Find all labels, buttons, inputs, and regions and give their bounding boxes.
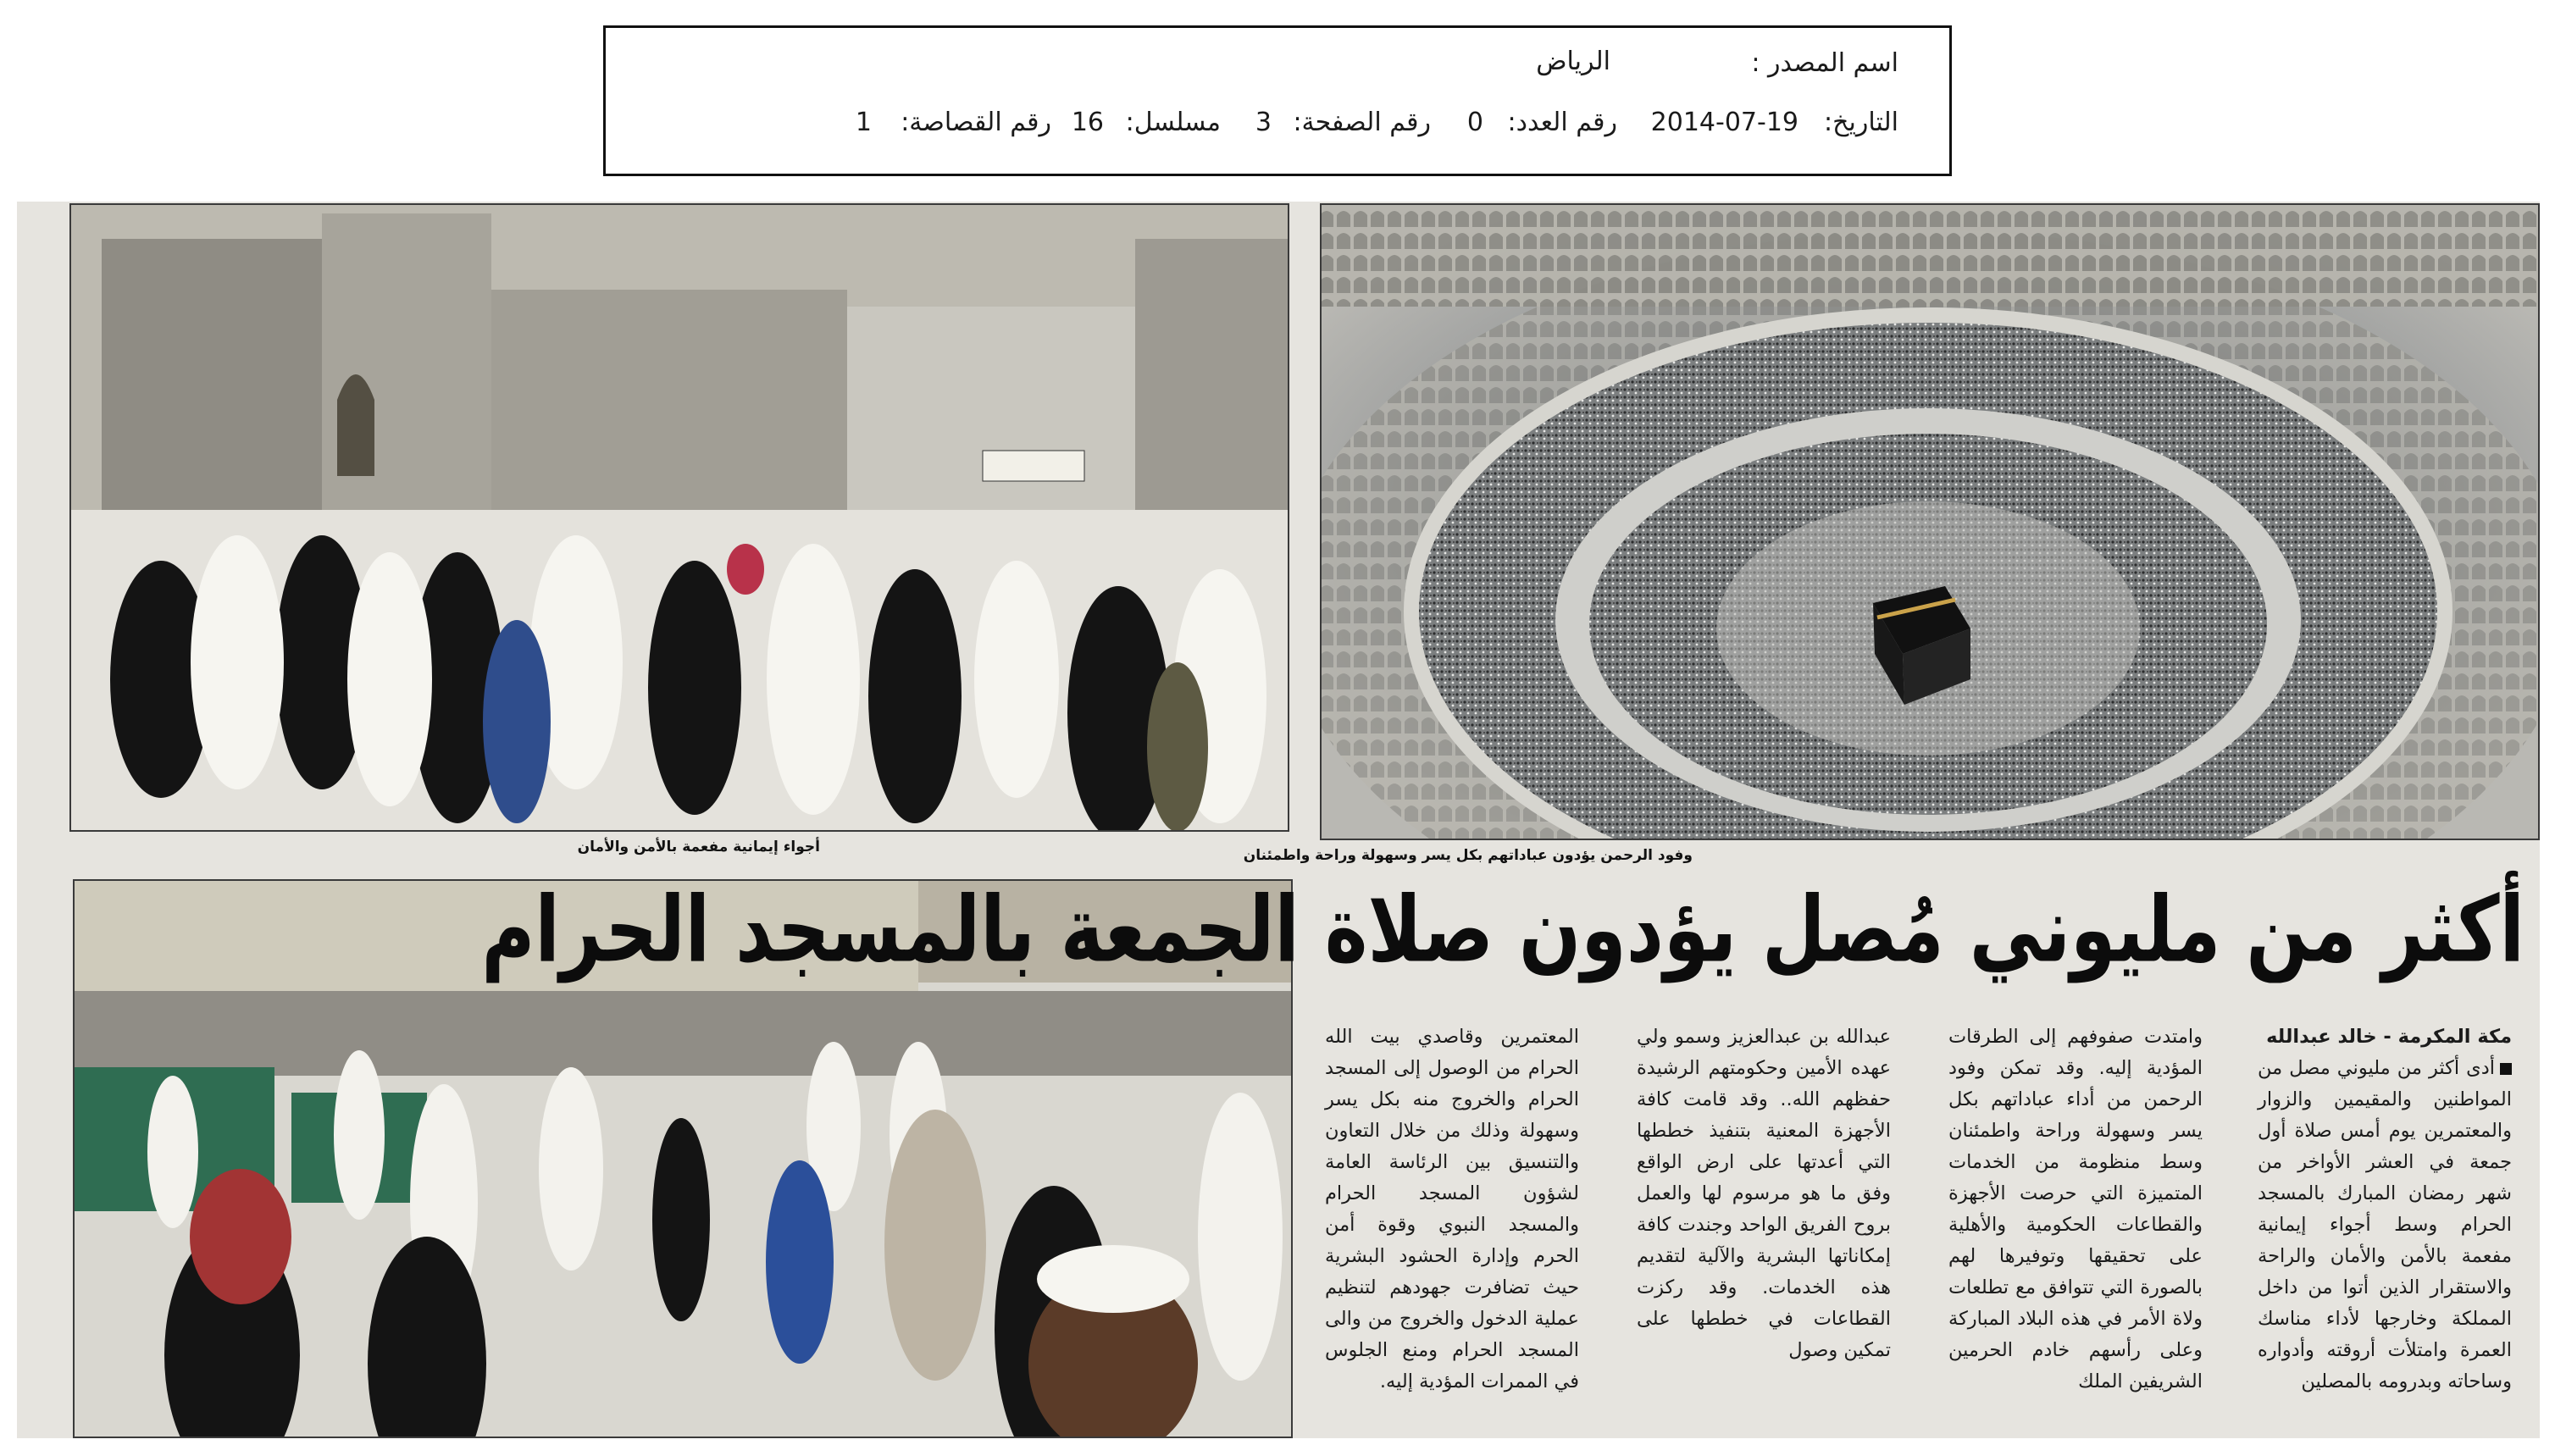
kaaba-aerial-image <box>1320 205 2538 840</box>
article-column-4 <box>1325 1021 1579 1398</box>
paragraph-bullet-icon <box>2500 1063 2512 1075</box>
crowd-photo-caption: أجواء إيمانية مفعمة بالأمن والأمان <box>577 839 820 855</box>
article-column-2-text: وامتدت صفوفهم إلى الطرقات المؤدية إليه. وقد تمكن وفود الرحمن من أداء عباداتهم بكل يسر وسهولة وراحة واطمئنان وسط منظومة من الخدمات المتميزة التي حرصت الأجهزة والقطاعات الحكومية والأهلية على تحقيقها وتوفيرها لهم بالصورة التي تتوافق مع تطلعات ولاة الأمر في هذه البلاد المباركة وعلى رأسهم خادم الحرمين الشريفين الملك <box>1948 1026 2203 1392</box>
clip-number-label: رقم القصاصة: <box>901 108 1051 137</box>
article-column-4-text: المعتمرين وقاصدي بيت الله الحرام من الوصول إلى المسجد الحرام والخروج منه بكل يسر وسهولة وذلك من خلال التعاون والتنسيق بين الرئاسة العامة لشؤون المسجد الحرام والمسجد النبوي وقوة أمن الحرم وإدارة الحشود البشرية حيث تضافرت جهودهم لتنظيم عملية الدخول والخروج من والى المسجد الحرام ومنع الجلوس في الممرات المؤدية إليه. <box>1325 1026 1579 1392</box>
source-label: اسم المصدر : <box>1751 48 1898 78</box>
page-label: رقم الصفحة: <box>1293 108 1431 137</box>
kaaba-aerial-photo <box>1320 203 2540 840</box>
serial-label: مسلسل: <box>1125 108 1221 137</box>
haram-courtyard-crowd-photo <box>69 203 1289 832</box>
clipping-metadata-box <box>603 25 1952 176</box>
article-column-1 <box>2258 1021 2512 1398</box>
article-column-3-text: عبدالله بن عبدالعزيز وسمو ولي عهده الأمين وحكومتهم الرشيدة حفظهم الله.. وقد قامت كافة الأجهزة المعنية بتنفيذ خططها التي أعدتها على ارض الواقع وفق ما هو مرسوم لها والعمل بروح الفريق الواحد وجندت كافة إمكاناتها البشرية والآلية لتقديم هذه الخدمات. وقد ركزت القطاعات في خططها على تمكين وصول <box>1637 1026 1891 1361</box>
date-label: التاريخ: <box>1824 108 1898 137</box>
source-value: الرياض <box>1536 47 1610 76</box>
article-column-2 <box>1948 1021 2203 1398</box>
issue-label: رقم العدد: <box>1507 108 1617 137</box>
courtyard-crowd-image <box>69 205 1288 832</box>
article-headline: أكثر من مليوني مُصل يؤدون صلاة الجمعة بالمسجد الحرام <box>481 877 2525 983</box>
newspaper-clipping <box>17 202 2540 1438</box>
serial-value: 16 <box>1071 108 1104 137</box>
article-column-3 <box>1637 1021 1891 1366</box>
date-value: 2014-07-19 <box>1650 108 1798 137</box>
page-value: 3 <box>1255 108 1272 137</box>
article-column-1-text: أدى أكثر من مليوني مصل من المواطنين والمقيمين والزوار والمعتمرين يوم أمس صلاة أول جمعة في العشر الأواخر من شهر رمضان المبارك بالمسجد الحرام وسط أجواء إيمانية مفعمة بالأمن والأمان والراحة والاستقرار الذين أتوا من داخل المملكة وخارجها لأداء مناسك العمرة وامتلأت أروقته وأدواره وساحاته وبدرومه بالمصلين <box>2258 1057 2512 1392</box>
kaaba-photo-caption: وفود الرحمن يؤدون عباداتهم بكل يسر وسهولة وراحة واطمئنان <box>1243 847 1693 864</box>
clip-number-value: 1 <box>855 108 872 137</box>
article-byline: مكة المكرمة - خالد عبدالله <box>2266 1026 2512 1048</box>
issue-value: 0 <box>1466 108 1483 137</box>
